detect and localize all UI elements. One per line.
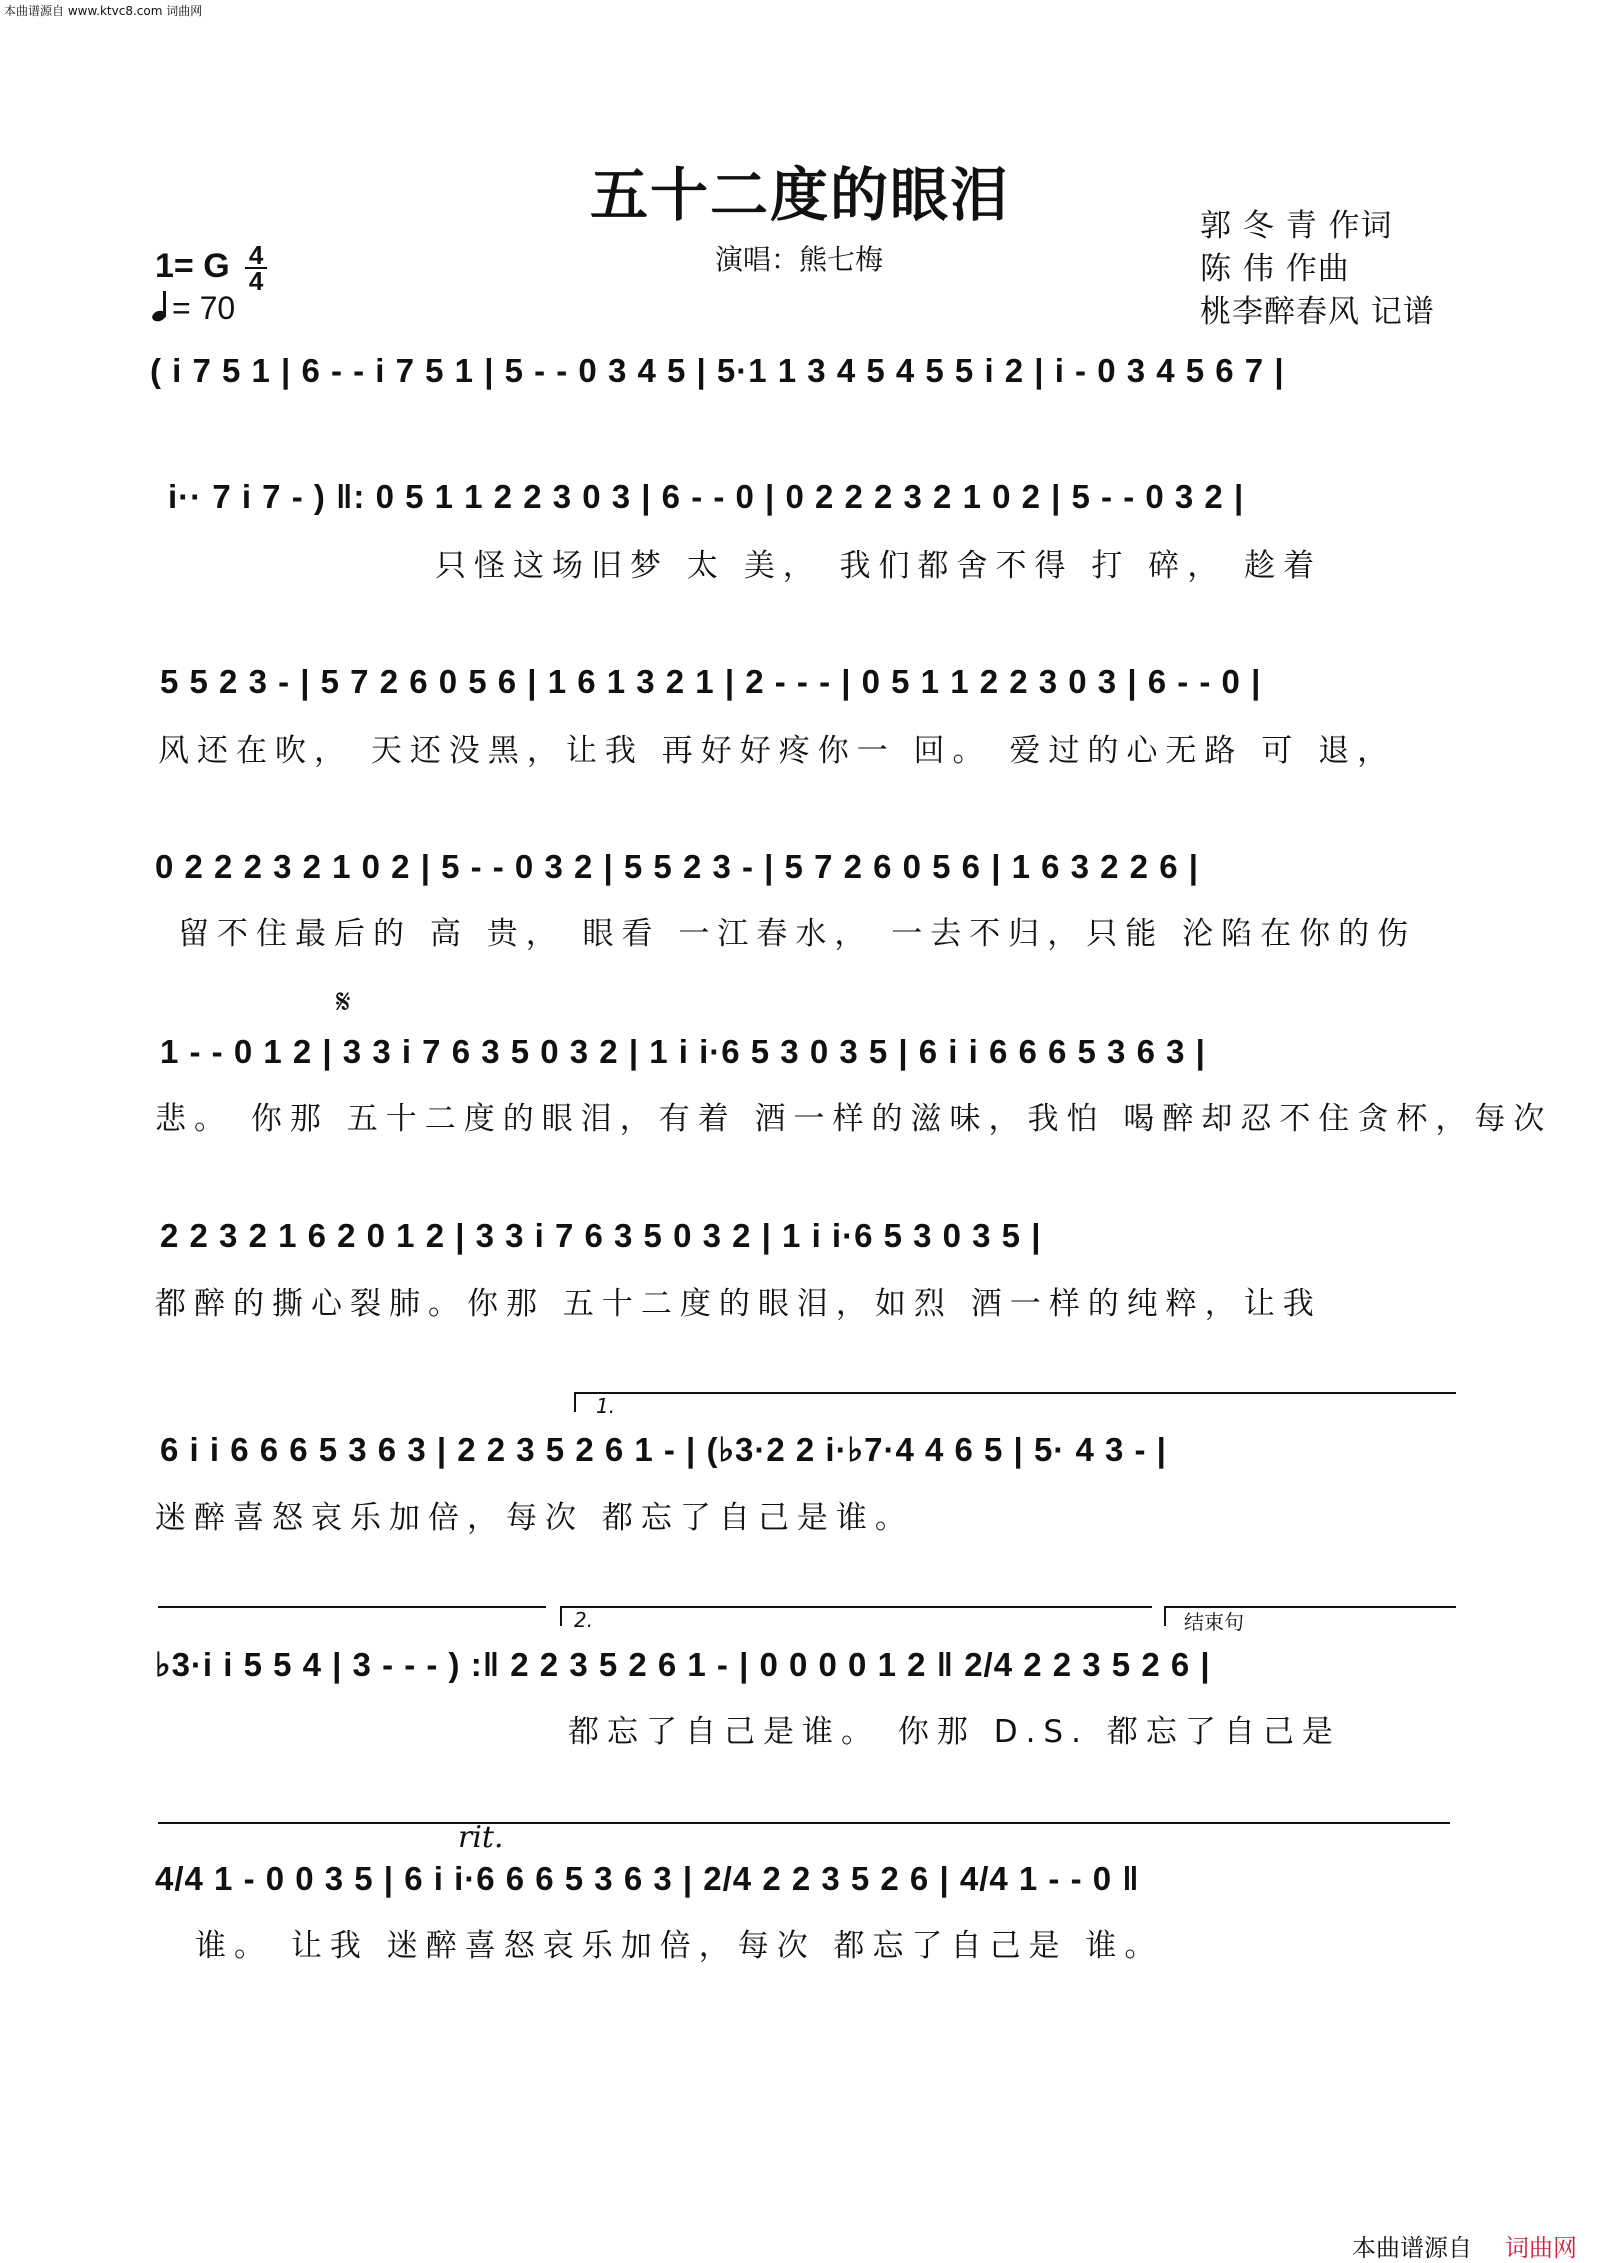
ritardando-mark: rit. [458, 1820, 504, 1855]
quarter-note-icon [152, 291, 166, 321]
time-signature: $\frac{4}{4}$ [245, 243, 267, 293]
segno-sign: 𝄋 [336, 982, 351, 1022]
score-line-6: 2 2 3 2 1 6 2 0 1 2 | 3 3 i 7 6 3 5 0 3 2 | 1 i i·6 5 3 0 3 5 | [160, 1217, 1042, 1254]
first-ending-label: 1. [596, 1394, 616, 1418]
transcriber-credit: 桃李醉春风 记谱 [1200, 294, 1435, 330]
second-ending-bracket [560, 1606, 1152, 1626]
site-watermark-top: 本曲谱源自 www.ktvc8.com 词曲网 [4, 4, 203, 18]
key-signature [155, 240, 267, 296]
composer-credit: 陈 伟 作曲 [1200, 251, 1350, 287]
lyric-line-8: 都忘了自己是谁。 你那 D.S. 都忘了自己是 [568, 1714, 1341, 1750]
lyric-line-6: 都醉的撕心裂肺。你那 五十二度的眼泪，如烈 酒一样的纯粹，让我 [155, 1286, 1322, 1322]
lyric-line-2: 只怪这场旧梦 太 美， 我们都舍不得 打 碎， 趁着 [435, 548, 1323, 584]
lyric-line-7: 迷醉喜怒哀乐加倍，每次 都忘了自己是谁。 [155, 1500, 914, 1536]
score-line-1: ( i 7 5 1 | 6 - - i 7 5 1 | 5 - - 0 3 4 5 | 5·1 1 3 4 5 4 5 5 i 2 | i - 0 3 4 5 6 7 | [150, 352, 1285, 389]
tempo-marking [152, 290, 235, 327]
score-line-7: 6 i i 6 6 6 5 3 6 3 | 2 2 3 5 2 6 1 - | (♭3·2 2 i·♭7·4 4 6 5 | 5· 4 3 - | [160, 1431, 1167, 1468]
tempo-value: = 70 [172, 290, 236, 326]
lyric-line-3: 风还在吹， 天还没黑，让我 再好好疼你一 回。 爱过的心无路 可 退， [158, 733, 1397, 769]
score-line-5: 1 - - 0 1 2 | 3 3 i 7 6 3 5 0 3 2 | 1 i i·6 5 3 0 3 5 | 6 i i 6 6 6 5 3 6 3 | [160, 1033, 1206, 1070]
site-watermark-bottom-right: 词曲网 [1505, 2234, 1577, 2262]
lyric-line-9: 谁。 让我 迷醉喜怒哀乐加倍，每次 都忘了自己是 谁。 [195, 1928, 1164, 1964]
ending-phrase-label: 结束句 [1184, 1610, 1244, 1634]
lyric-line-4: 留不住最后的 高 贵， 眼看 一江春水， 一去不归，只能 沦陷在你的伤 [178, 916, 1417, 952]
first-ending-bracket [574, 1392, 1456, 1412]
song-title: 五十二度的眼泪 [589, 161, 1010, 229]
site-watermark-bottom-left: 本曲谱源自 [1352, 2234, 1472, 2262]
singer-credit: 演唱：熊七梅 [715, 243, 884, 276]
score-line-8: ♭3·i i 5 5 4 | 3 - - - ) :‖ 2 2 3 5 2 6 1 - | 0 0 0 0 1 2 ‖ 2/4 2 2 3 5 2 6 | [155, 1646, 1211, 1683]
score-line-2: i·· 7 i 7 - ) ‖: 0 5 1 1 2 2 3 0 3 | 6 - - 0 | 0 2 2 2 3 2 1 0 2 | 5 - - 0 3 2 | [168, 478, 1245, 515]
score-line-4: 0 2 2 2 3 2 1 0 2 | 5 - - 0 3 2 | 5 5 2 3 - | 5 7 2 6 0 5 6 | 1 6 3 2 2 6 | [155, 848, 1199, 885]
lyric-line-5: 悲。 你那 五十二度的眼泪，有着 酒一样的滋味，我怕 喝醉却忍不住贪杯，每次 [155, 1101, 1553, 1137]
first-ending-continuation [158, 1606, 546, 1626]
key-text: 1= G [155, 246, 230, 285]
second-ending-label: 2. [574, 1608, 594, 1632]
lyricist-credit: 郭 冬 青 作词 [1200, 208, 1393, 244]
score-line-3: 5 5 2 3 - | 5 7 2 6 0 5 6 | 1 6 1 3 2 1 | 2 - - - | 0 5 1 1 2 2 3 0 3 | 6 - - 0 | [160, 663, 1262, 700]
ending-phrase-continuation [158, 1822, 1450, 1842]
score-line-9: 4/4 1 - 0 0 3 5 | 6 i i·6 6 6 5 3 6 3 | 2/4 2 2 3 5 2 6 | 4/4 1 - - 0 ‖ [155, 1860, 1140, 1897]
